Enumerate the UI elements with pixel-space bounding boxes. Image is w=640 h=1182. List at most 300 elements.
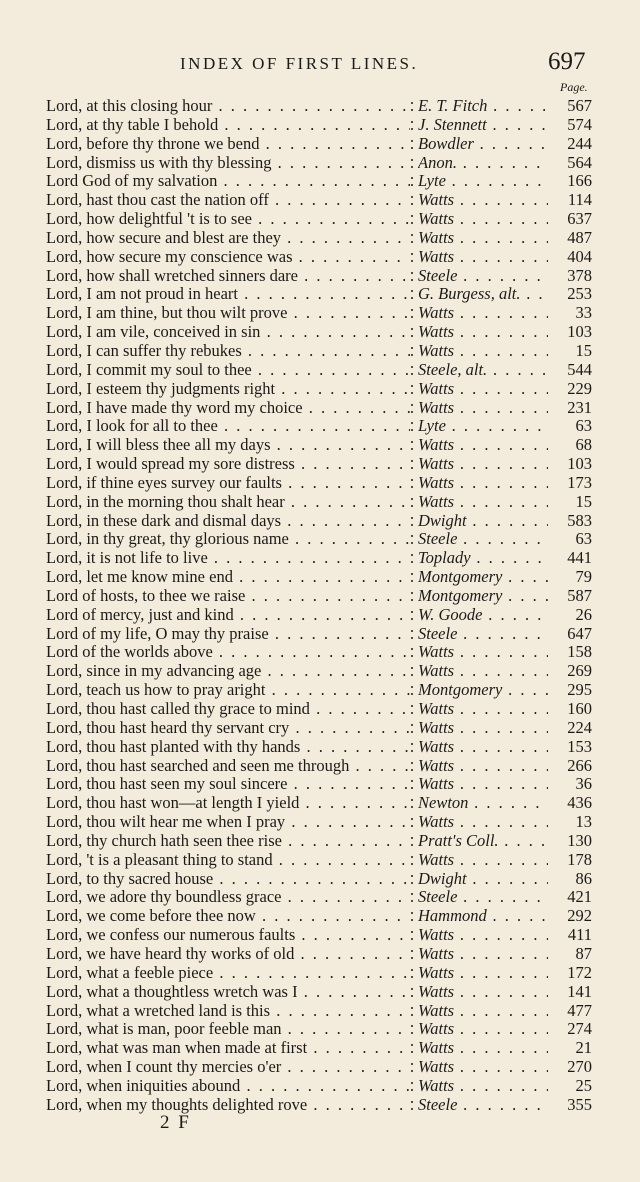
index-entry — [0, 285, 640, 304]
first-line-text: Lord, in the morning thou shalt hear — [46, 492, 285, 511]
first-line — [46, 888, 410, 907]
column-separator — [411, 681, 412, 700]
leader-dots — [265, 681, 410, 699]
leader-dots — [288, 304, 411, 322]
first-line-text: Lord, I am vile, conceived in sin — [46, 323, 261, 342]
first-line-text: Lord, how shall wretched sinners dare — [46, 266, 299, 285]
leader-dots — [454, 436, 548, 454]
author — [418, 248, 548, 267]
column-separator — [411, 172, 412, 191]
author-name: Anon. — [418, 153, 457, 172]
column-separator — [411, 794, 412, 813]
leader-dots — [454, 493, 548, 511]
first-line — [46, 172, 410, 191]
page-reference: 411 — [565, 926, 592, 945]
column-separator — [411, 436, 412, 455]
author — [418, 116, 548, 135]
author-name: Watts — [418, 737, 455, 756]
index-entry — [0, 135, 640, 154]
author — [418, 323, 548, 342]
leader-dots — [454, 964, 548, 982]
author — [418, 1096, 548, 1115]
first-line — [46, 285, 410, 304]
leader-dots — [282, 1020, 410, 1038]
first-line-text: Lord, I can suffer thy rebukes — [46, 341, 242, 360]
author-name: Watts — [418, 643, 455, 662]
author-name: Montgomery — [418, 681, 503, 700]
index-entry — [0, 436, 640, 455]
column-separator — [411, 304, 412, 323]
index-entry — [0, 1002, 640, 1021]
first-line-text: Lord, I look for all to thee — [46, 417, 218, 436]
first-line-text: Lord, we have heard thy works of old — [46, 944, 295, 963]
page-reference: 378 — [564, 267, 592, 286]
page-reference: 86 — [573, 870, 593, 889]
column-separator — [411, 474, 412, 493]
index-entry — [0, 210, 640, 229]
leader-dots — [295, 455, 410, 473]
first-line — [46, 606, 410, 625]
first-line-text: Lord, it is not life to live — [46, 549, 208, 568]
first-line-text: Lord, we come before thee now — [46, 907, 256, 926]
first-line — [46, 210, 410, 229]
leader-dots — [457, 154, 548, 172]
leader-dots — [482, 606, 548, 624]
leader-dots — [289, 719, 410, 737]
leader-dots — [454, 700, 548, 718]
index-entry — [0, 116, 640, 135]
first-line-text: Lord, when my thoughts delighted rove — [46, 1095, 308, 1114]
first-line-text: Lord, how secure and blest are they — [46, 228, 282, 247]
first-line-text: Lord of mercy, just and kind — [46, 605, 234, 624]
leader-dots — [474, 135, 548, 153]
author — [418, 983, 548, 1002]
author-name: Steele — [418, 624, 458, 643]
first-line-text: Lord God of my salvation — [46, 172, 218, 191]
page-reference: 244 — [564, 135, 592, 154]
first-line-text: Lord, I commit my soul to thee — [46, 360, 252, 379]
first-line — [46, 417, 410, 436]
page-number: 697 — [548, 48, 586, 75]
author — [418, 304, 548, 323]
author — [418, 719, 548, 738]
first-line — [46, 530, 410, 549]
first-line-text: Lord, in these dark and dismal days — [46, 511, 282, 530]
first-line — [46, 267, 410, 286]
page-reference: 15 — [573, 493, 593, 512]
leader-dots — [502, 568, 548, 586]
index-entry — [0, 870, 640, 889]
leader-dots — [521, 285, 548, 303]
first-line-text: Lord, I have made thy word my choice — [46, 398, 303, 417]
leader-dots — [446, 172, 548, 190]
author-name: Watts — [418, 473, 455, 492]
leader-dots — [454, 775, 548, 793]
first-line-text: Lord, thou hast heard thy servant cry — [46, 718, 290, 737]
first-line — [46, 1002, 410, 1021]
first-line — [46, 1096, 410, 1115]
first-line — [46, 907, 410, 926]
page-header — [0, 48, 640, 78]
first-line-text: Lord, what is man, poor feeble man — [46, 1020, 282, 1039]
leader-dots — [217, 172, 410, 190]
author-name: Steele — [418, 530, 458, 549]
leader-dots — [252, 361, 410, 379]
first-line — [46, 851, 410, 870]
index-entry — [0, 154, 640, 173]
page-reference: 36 — [573, 775, 593, 794]
index-entry — [0, 926, 640, 945]
column-separator — [411, 116, 412, 135]
author-name: Watts — [418, 850, 455, 869]
first-line-text: Lord, we confess our numerous faults — [46, 926, 296, 945]
author — [418, 813, 548, 832]
first-line — [46, 643, 410, 662]
first-line — [46, 568, 410, 587]
leader-dots — [282, 888, 410, 906]
author — [418, 285, 548, 304]
first-line — [46, 1020, 410, 1039]
index-entry — [0, 964, 640, 983]
leader-dots — [295, 926, 410, 944]
first-line — [46, 436, 410, 455]
column-separator — [411, 530, 412, 549]
author — [418, 757, 548, 776]
index-entry — [0, 172, 640, 191]
first-line — [46, 399, 410, 418]
leader-dots — [303, 399, 410, 417]
author — [418, 1039, 548, 1058]
index-entry — [0, 681, 640, 700]
column-separator — [411, 1077, 412, 1096]
author-name: Watts — [418, 963, 455, 982]
author — [418, 1077, 548, 1096]
author-name: Watts — [418, 210, 455, 229]
column-separator — [411, 568, 412, 587]
author — [418, 97, 548, 116]
column-separator — [411, 832, 412, 851]
leader-dots — [454, 926, 548, 944]
leader-dots — [454, 1002, 548, 1020]
first-line-text: Lord, thou wilt hear me when I pray — [46, 813, 286, 832]
author — [418, 191, 548, 210]
author-name: Watts — [418, 1039, 455, 1058]
author — [418, 380, 548, 399]
leader-dots — [349, 757, 410, 775]
first-line-text: Lord, let me know mine end — [46, 568, 233, 587]
leader-dots — [212, 97, 410, 115]
leader-dots — [310, 700, 410, 718]
leader-dots — [261, 662, 410, 680]
index-entry — [0, 832, 640, 851]
leader-dots — [273, 851, 410, 869]
page-reference: 172 — [564, 964, 592, 983]
author — [418, 832, 548, 851]
index-entry — [0, 907, 640, 926]
first-line — [46, 832, 410, 851]
leader-dots — [457, 625, 548, 643]
first-line — [46, 229, 410, 248]
leader-dots — [467, 870, 548, 888]
index-entry — [0, 1058, 640, 1077]
author — [418, 1020, 548, 1039]
column-separator — [411, 606, 412, 625]
leader-dots — [454, 191, 548, 209]
leader-dots — [454, 738, 548, 756]
column-separator — [411, 248, 412, 267]
leader-dots — [234, 606, 410, 624]
first-line-text: Lord, I am thine, but thou wilt prove — [46, 304, 288, 323]
leader-dots — [298, 267, 410, 285]
leader-dots — [294, 945, 410, 963]
first-line — [46, 738, 410, 757]
author — [418, 606, 548, 625]
leader-dots — [454, 210, 548, 228]
leader-dots — [307, 1039, 410, 1057]
column-separator — [411, 512, 412, 531]
first-line-text: Lord, if thine eyes survey our faults — [46, 473, 282, 492]
author — [418, 436, 548, 455]
first-line — [46, 512, 410, 531]
author — [418, 851, 548, 870]
first-line — [46, 361, 410, 380]
first-line-text: Lord, we adore thy boundless grace — [46, 888, 282, 907]
leader-dots — [208, 549, 410, 567]
page-reference: 63 — [573, 530, 593, 549]
first-line — [46, 116, 410, 135]
index-entry — [0, 587, 640, 606]
author — [418, 417, 548, 436]
author-name: Watts — [418, 662, 455, 681]
first-line-text: Lord of hosts, to thee we raise — [46, 586, 246, 605]
index-entry — [0, 455, 640, 474]
author-name: W. Goode — [418, 605, 483, 624]
first-line-text: Lord, thou hast seen my soul sincere — [46, 775, 288, 794]
page-reference: 224 — [564, 719, 592, 738]
index-entry — [0, 229, 640, 248]
leader-dots — [272, 154, 410, 172]
leader-dots — [275, 380, 410, 398]
page-reference: 421 — [564, 888, 592, 907]
author — [418, 587, 548, 606]
leader-dots — [218, 417, 410, 435]
first-line-text: Lord, thou hast planted with thy hands — [46, 737, 301, 756]
first-line — [46, 625, 410, 644]
index-entry — [0, 1096, 640, 1115]
leader-dots — [454, 813, 548, 831]
index-entry — [0, 794, 640, 813]
first-line-text: Lord, when I count thy mercies o'er — [46, 1058, 282, 1077]
author-name: Lyte — [418, 417, 446, 436]
first-line — [46, 1039, 410, 1058]
leader-dots — [454, 719, 548, 737]
author — [418, 210, 548, 229]
leader-dots — [213, 964, 410, 982]
leader-dots — [281, 512, 410, 530]
leader-dots — [260, 135, 410, 153]
leader-dots — [454, 380, 548, 398]
leader-dots — [233, 568, 410, 586]
first-line-text: Lord, I would spread my sore distress — [46, 455, 295, 474]
author-name: Dwight — [418, 511, 467, 530]
first-line — [46, 719, 410, 738]
leader-dots — [457, 1096, 548, 1114]
column-separator — [411, 417, 412, 436]
first-line-text: Lord, before thy throne we bend — [46, 134, 260, 153]
leader-dots — [454, 342, 548, 360]
column-separator — [411, 662, 412, 681]
leader-dots — [260, 323, 410, 341]
author — [418, 154, 548, 173]
author — [418, 474, 548, 493]
author-name: Hammond — [418, 907, 487, 926]
index-entry — [0, 851, 640, 870]
first-line-text: Lord, hast thou cast the nation off — [46, 191, 269, 210]
author — [418, 267, 548, 286]
column-separator — [411, 285, 412, 304]
page-reference: 583 — [564, 512, 592, 531]
column-separator — [411, 587, 412, 606]
leader-dots — [502, 681, 548, 699]
index-entry — [0, 888, 640, 907]
column-separator — [411, 775, 412, 794]
leader-dots — [282, 832, 410, 850]
first-line-text: Lord of my life, O may thy praise — [46, 624, 269, 643]
index-entry — [0, 342, 640, 361]
author — [418, 643, 548, 662]
column-separator — [411, 267, 412, 286]
leader-dots — [454, 757, 548, 775]
page-reference: 160 — [564, 700, 592, 719]
first-line — [46, 1077, 410, 1096]
column-separator — [411, 851, 412, 870]
leader-dots — [454, 1020, 548, 1038]
first-line-text: Lord, what was man when made at first — [46, 1039, 308, 1058]
first-line-text: Lord, when iniquities abound — [46, 1076, 241, 1095]
index-entry — [0, 643, 640, 662]
first-line-text: Lord, since in my advancing age — [46, 662, 262, 681]
page-reference: 87 — [573, 945, 593, 964]
author-name: Dwight — [418, 869, 467, 888]
first-line — [46, 248, 410, 267]
page-reference: 441 — [564, 549, 592, 568]
first-line — [46, 493, 410, 512]
column-separator — [411, 229, 412, 248]
author-name: J. Stennett — [418, 115, 487, 134]
author-name: G. Burgess, alt. — [418, 285, 521, 304]
author — [418, 1058, 548, 1077]
leader-dots — [245, 587, 410, 605]
first-line-text: Lord, what a thoughtless wretch was I — [46, 982, 298, 1001]
page-reference: 79 — [573, 568, 593, 587]
author-name: Watts — [418, 1058, 455, 1077]
leader-dots — [269, 625, 410, 643]
author-name: Watts — [418, 398, 455, 417]
page-reference: 355 — [564, 1096, 592, 1115]
first-line-text: Lord of the worlds above — [46, 643, 213, 662]
leader-dots — [454, 323, 548, 341]
page-reference: 173 — [564, 474, 592, 493]
first-line — [46, 964, 410, 983]
author — [418, 135, 548, 154]
column-separator — [411, 380, 412, 399]
leader-dots — [502, 587, 548, 605]
leader-dots — [454, 399, 548, 417]
leader-dots — [238, 285, 410, 303]
index-entry — [0, 662, 640, 681]
author — [418, 888, 548, 907]
column-separator — [411, 1058, 412, 1077]
author-name: Montgomery — [418, 568, 503, 587]
column-separator — [411, 399, 412, 418]
leader-dots — [281, 229, 410, 247]
leader-dots — [288, 775, 411, 793]
leader-dots — [487, 116, 548, 134]
author-name: Watts — [418, 926, 455, 945]
page-reference: 647 — [564, 625, 592, 644]
page-reference: 25 — [573, 1077, 593, 1096]
first-line-text: Lord, dismiss us with thy blessing — [46, 153, 272, 172]
author — [418, 399, 548, 418]
first-line — [46, 191, 410, 210]
page-reference: 103 — [564, 455, 592, 474]
first-line — [46, 135, 410, 154]
page-reference: 266 — [564, 757, 592, 776]
author — [418, 512, 548, 531]
index-entry — [0, 380, 640, 399]
index-entry — [0, 361, 640, 380]
leader-dots — [454, 474, 548, 492]
page-reference: 637 — [564, 210, 592, 229]
first-line-text: Lord, I will bless thee all my days — [46, 436, 271, 455]
leader-dots — [218, 116, 410, 134]
author — [418, 568, 548, 587]
leader-dots — [269, 191, 410, 209]
first-line — [46, 587, 410, 606]
page-reference: 178 — [564, 851, 592, 870]
first-line-text: Lord, I am not proud in heart — [46, 285, 238, 304]
index-entry — [0, 1039, 640, 1058]
author-name: Steele — [418, 1095, 458, 1114]
first-line-text: Lord, 't is a pleasant thing to stand — [46, 850, 273, 869]
page-reference: 114 — [565, 191, 592, 210]
author — [418, 229, 548, 248]
first-line — [46, 662, 410, 681]
leader-dots — [454, 248, 548, 266]
column-separator — [411, 361, 412, 380]
leader-dots — [471, 549, 548, 567]
column-separator — [411, 719, 412, 738]
page-reference: 292 — [564, 907, 592, 926]
column-separator — [411, 549, 412, 568]
author — [418, 342, 548, 361]
first-line — [46, 1058, 410, 1077]
author-name: Watts — [418, 191, 455, 210]
leader-dots — [285, 493, 410, 511]
first-line — [46, 342, 410, 361]
first-line — [46, 945, 410, 964]
first-line-text: Lord, what a wretched land is this — [46, 1001, 271, 1020]
author-name: E. T. Fitch — [418, 97, 488, 115]
column-separator — [411, 700, 412, 719]
page-reference: 68 — [573, 436, 593, 455]
author — [418, 549, 548, 568]
column-separator — [411, 907, 412, 926]
author-name: Watts — [418, 944, 455, 963]
page-reference: 26 — [573, 606, 593, 625]
first-line-text: Lord, to thy sacred house — [46, 869, 214, 888]
leader-dots — [454, 851, 548, 869]
